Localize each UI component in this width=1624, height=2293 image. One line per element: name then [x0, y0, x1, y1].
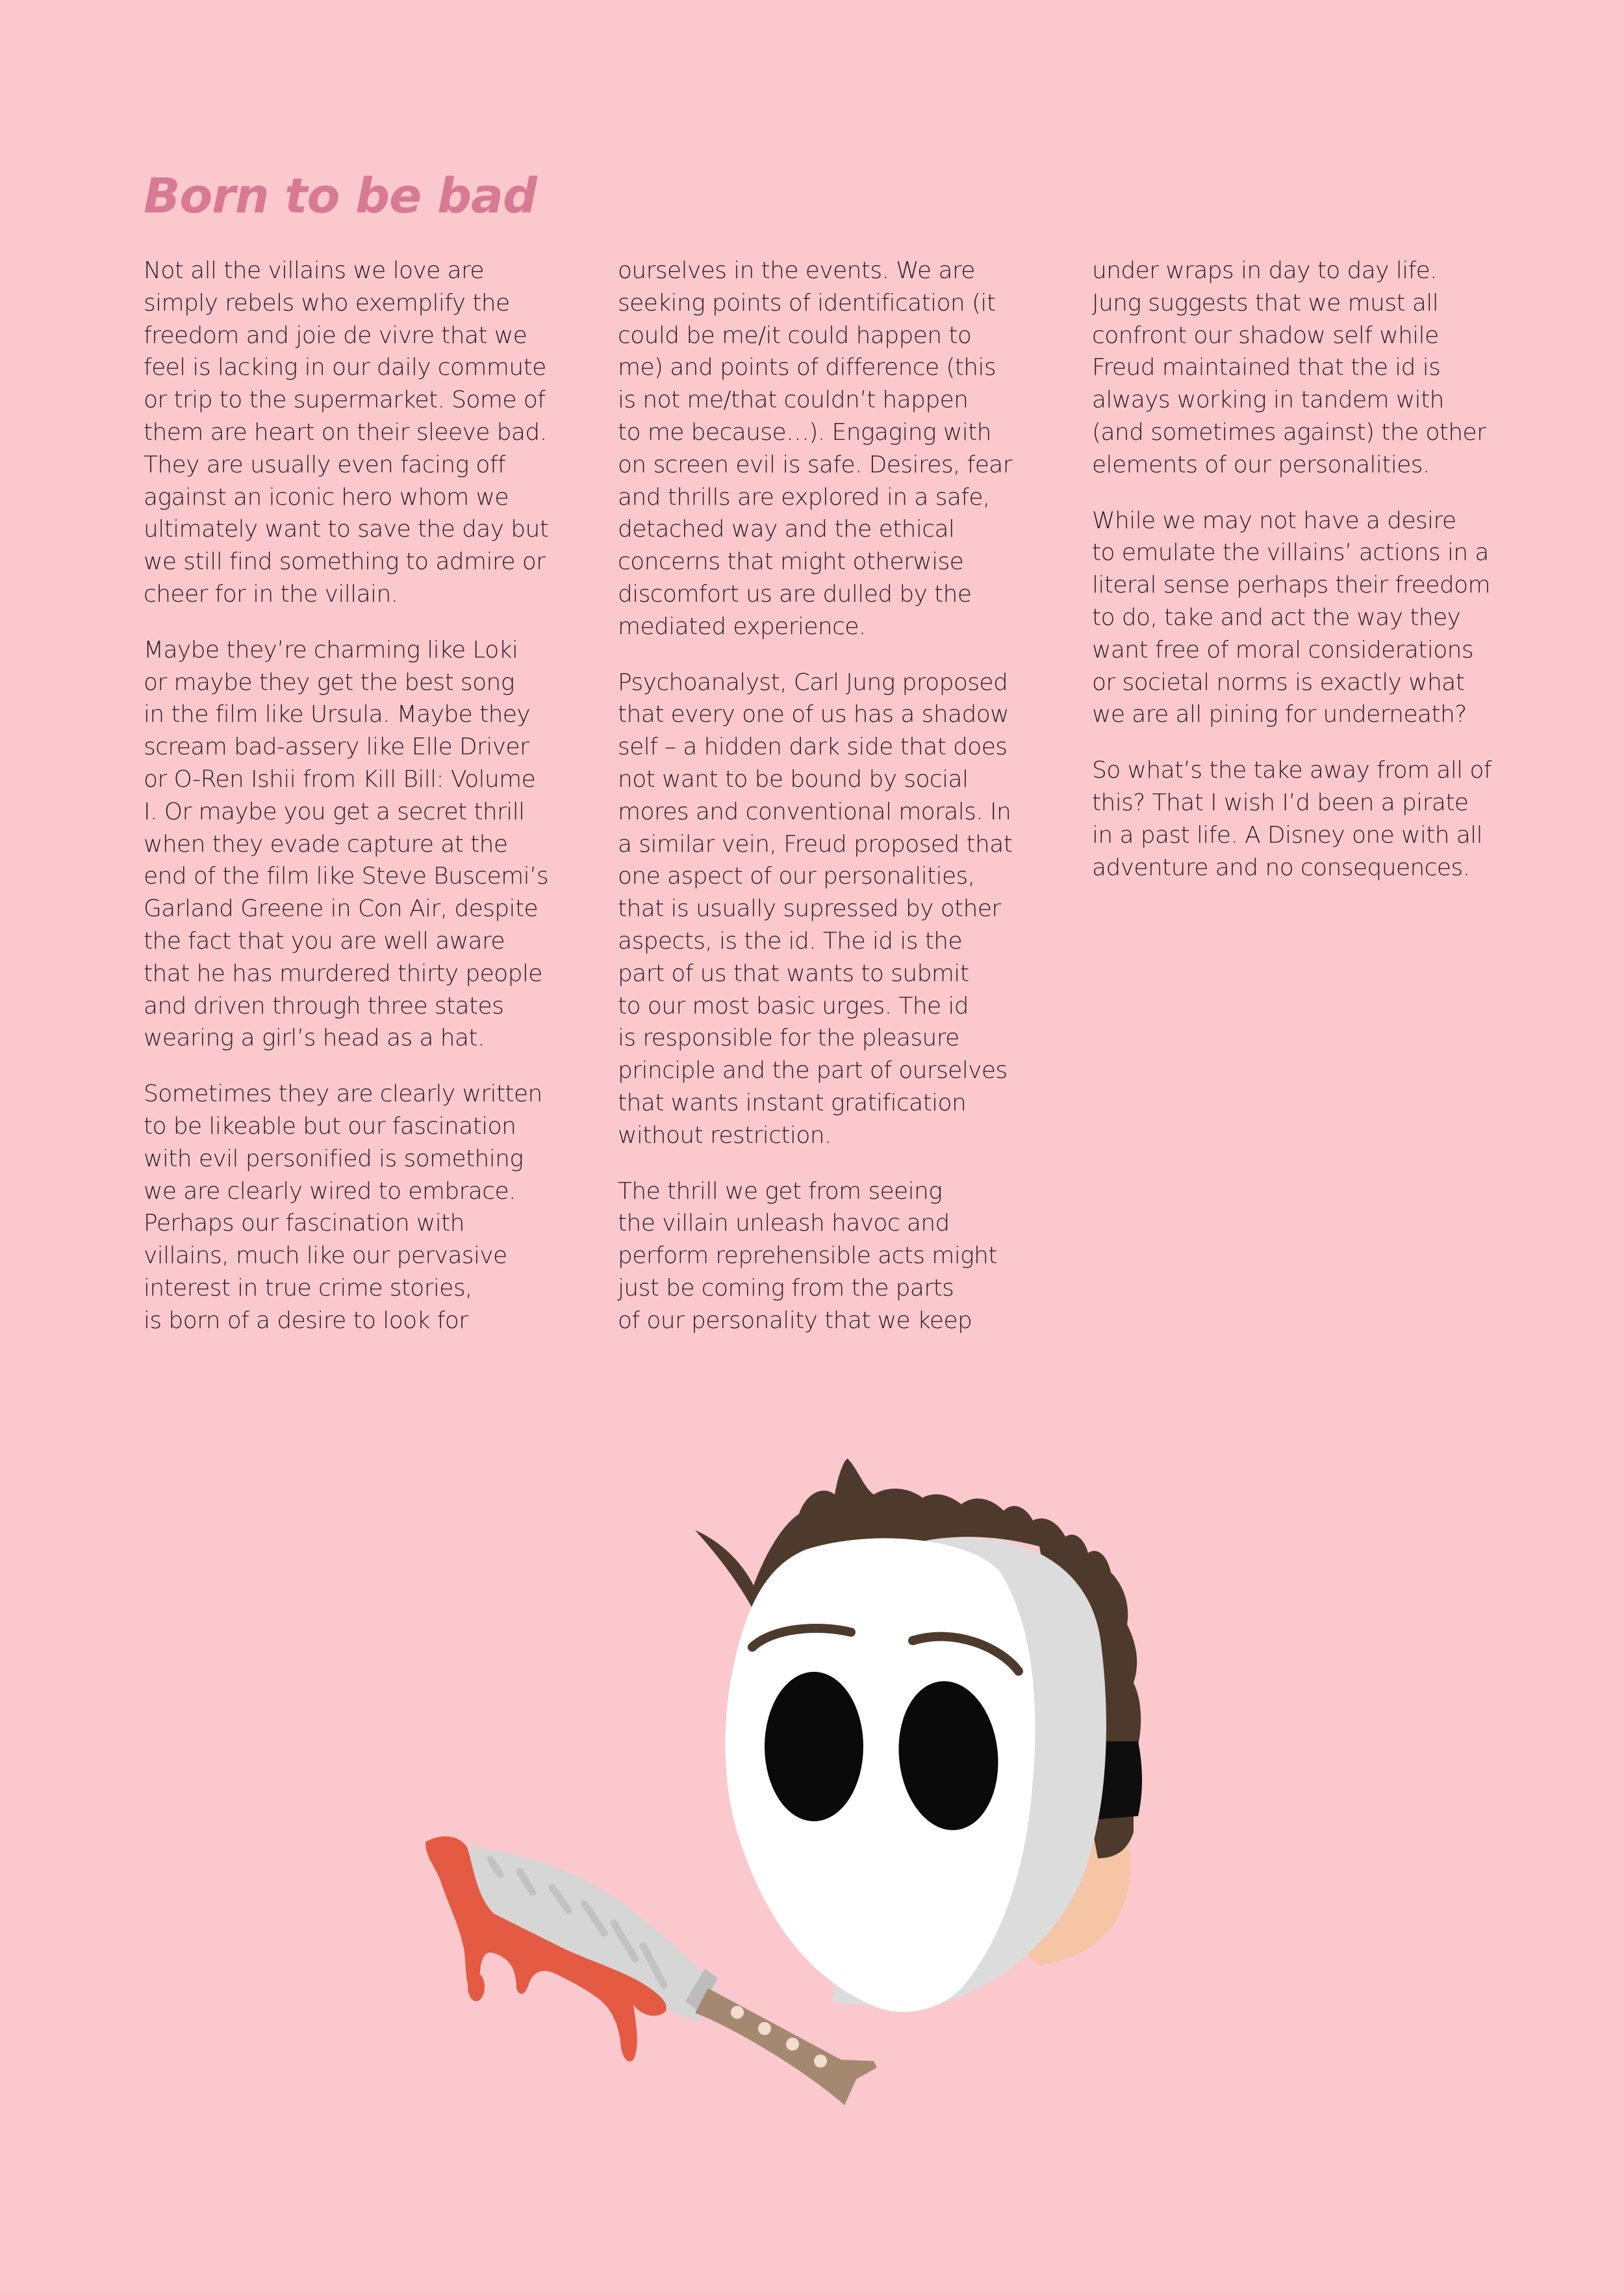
- paragraph: Psychoanalyst, Carl Jung proposed that every one of us has a shadow self – a hidden dark side that does not want to be bound by social mores and conventional morals. In a similar vein, Freud proposed that one aspect of our personalities, that is usually supressed by other aspects, is the id. The id is the part of us that wants to submit to our most basic urges. The id is responsible for the pleasure principle and the part of ourselves that wants instant gratification without restriction.: [618, 669, 1013, 1149]
- blood-drop: [468, 1973, 485, 2001]
- paragraph: So what’s the take away from all of this? That I wish I’d been a pirate in a past life. A Disney one with all adventure and no consequences.: [1092, 757, 1491, 881]
- paragraph: The thrill we get from seeing the villain unleash havoc and perform reprehensible acts might just be coming from the parts of our personality that we keep: [618, 1177, 997, 1334]
- paragraph: Maybe they’re charming like Loki or maybe they get the best song in the film like Ursula. Maybe they scream bad-assery like Elle Driver or O-Ren Ishii from Kill Bill: Volume I. Or maybe you get a secret thrill when they evade capture at the end of the film like Steve Buscemi’s Garland Greene in Con Air, despite the fact that you are well aware that he has murdered thirty people and driven through three states wearing a girl’s head as a hat.: [144, 636, 549, 1052]
- article-title: Born to be bad: [144, 168, 537, 224]
- paragraph: under wraps in day to day life. Jung suggests that we must all confront our shadow self while Freud maintained that the id is always working in tandem with (and sometimes against) the other elements of our personalities.: [1092, 257, 1486, 478]
- paragraph: ourselves in the events. We are seeking points of identification (it could be me/it could happen to me) and points of difference (this is not me/that couldn’t happen to me because…). Engaging with on screen evil is safe. Desires, fear and thrills are explored in a safe, detached way and the ethical concerns that might otherwise discomfort us are dulled by the mediated experience.: [618, 257, 1012, 640]
- knife-handle: [695, 1988, 877, 2105]
- paragraph: While we may not have a desire to emulate the villains’ actions in a literal sense perhaps their freedom to do, take and act the way they want free of moral considerations or societal norms is exactly what we are all pining for underneath?: [1092, 507, 1490, 728]
- paragraph: Sometimes they are clearly written to be likeable but our fascination with evil personified is something we are clearly wired to embrace. Perhaps our fascination with villains, much like our pervasive interest in true crime stories, is born of a desire to look for: [144, 1081, 542, 1334]
- paragraph: Not all the villains we love are simply rebels who exemplify the freedom and joie de vivre that we feel is lacking in our daily commute or trip to the supermarket. Some of them are heart on their sleeve bad. They are usually even facing off against an iconic hero whom we ultimately want to save the day but we still find something to admire or cheer for in the villain.: [144, 257, 549, 608]
- left-eye-hole: [765, 1672, 863, 1821]
